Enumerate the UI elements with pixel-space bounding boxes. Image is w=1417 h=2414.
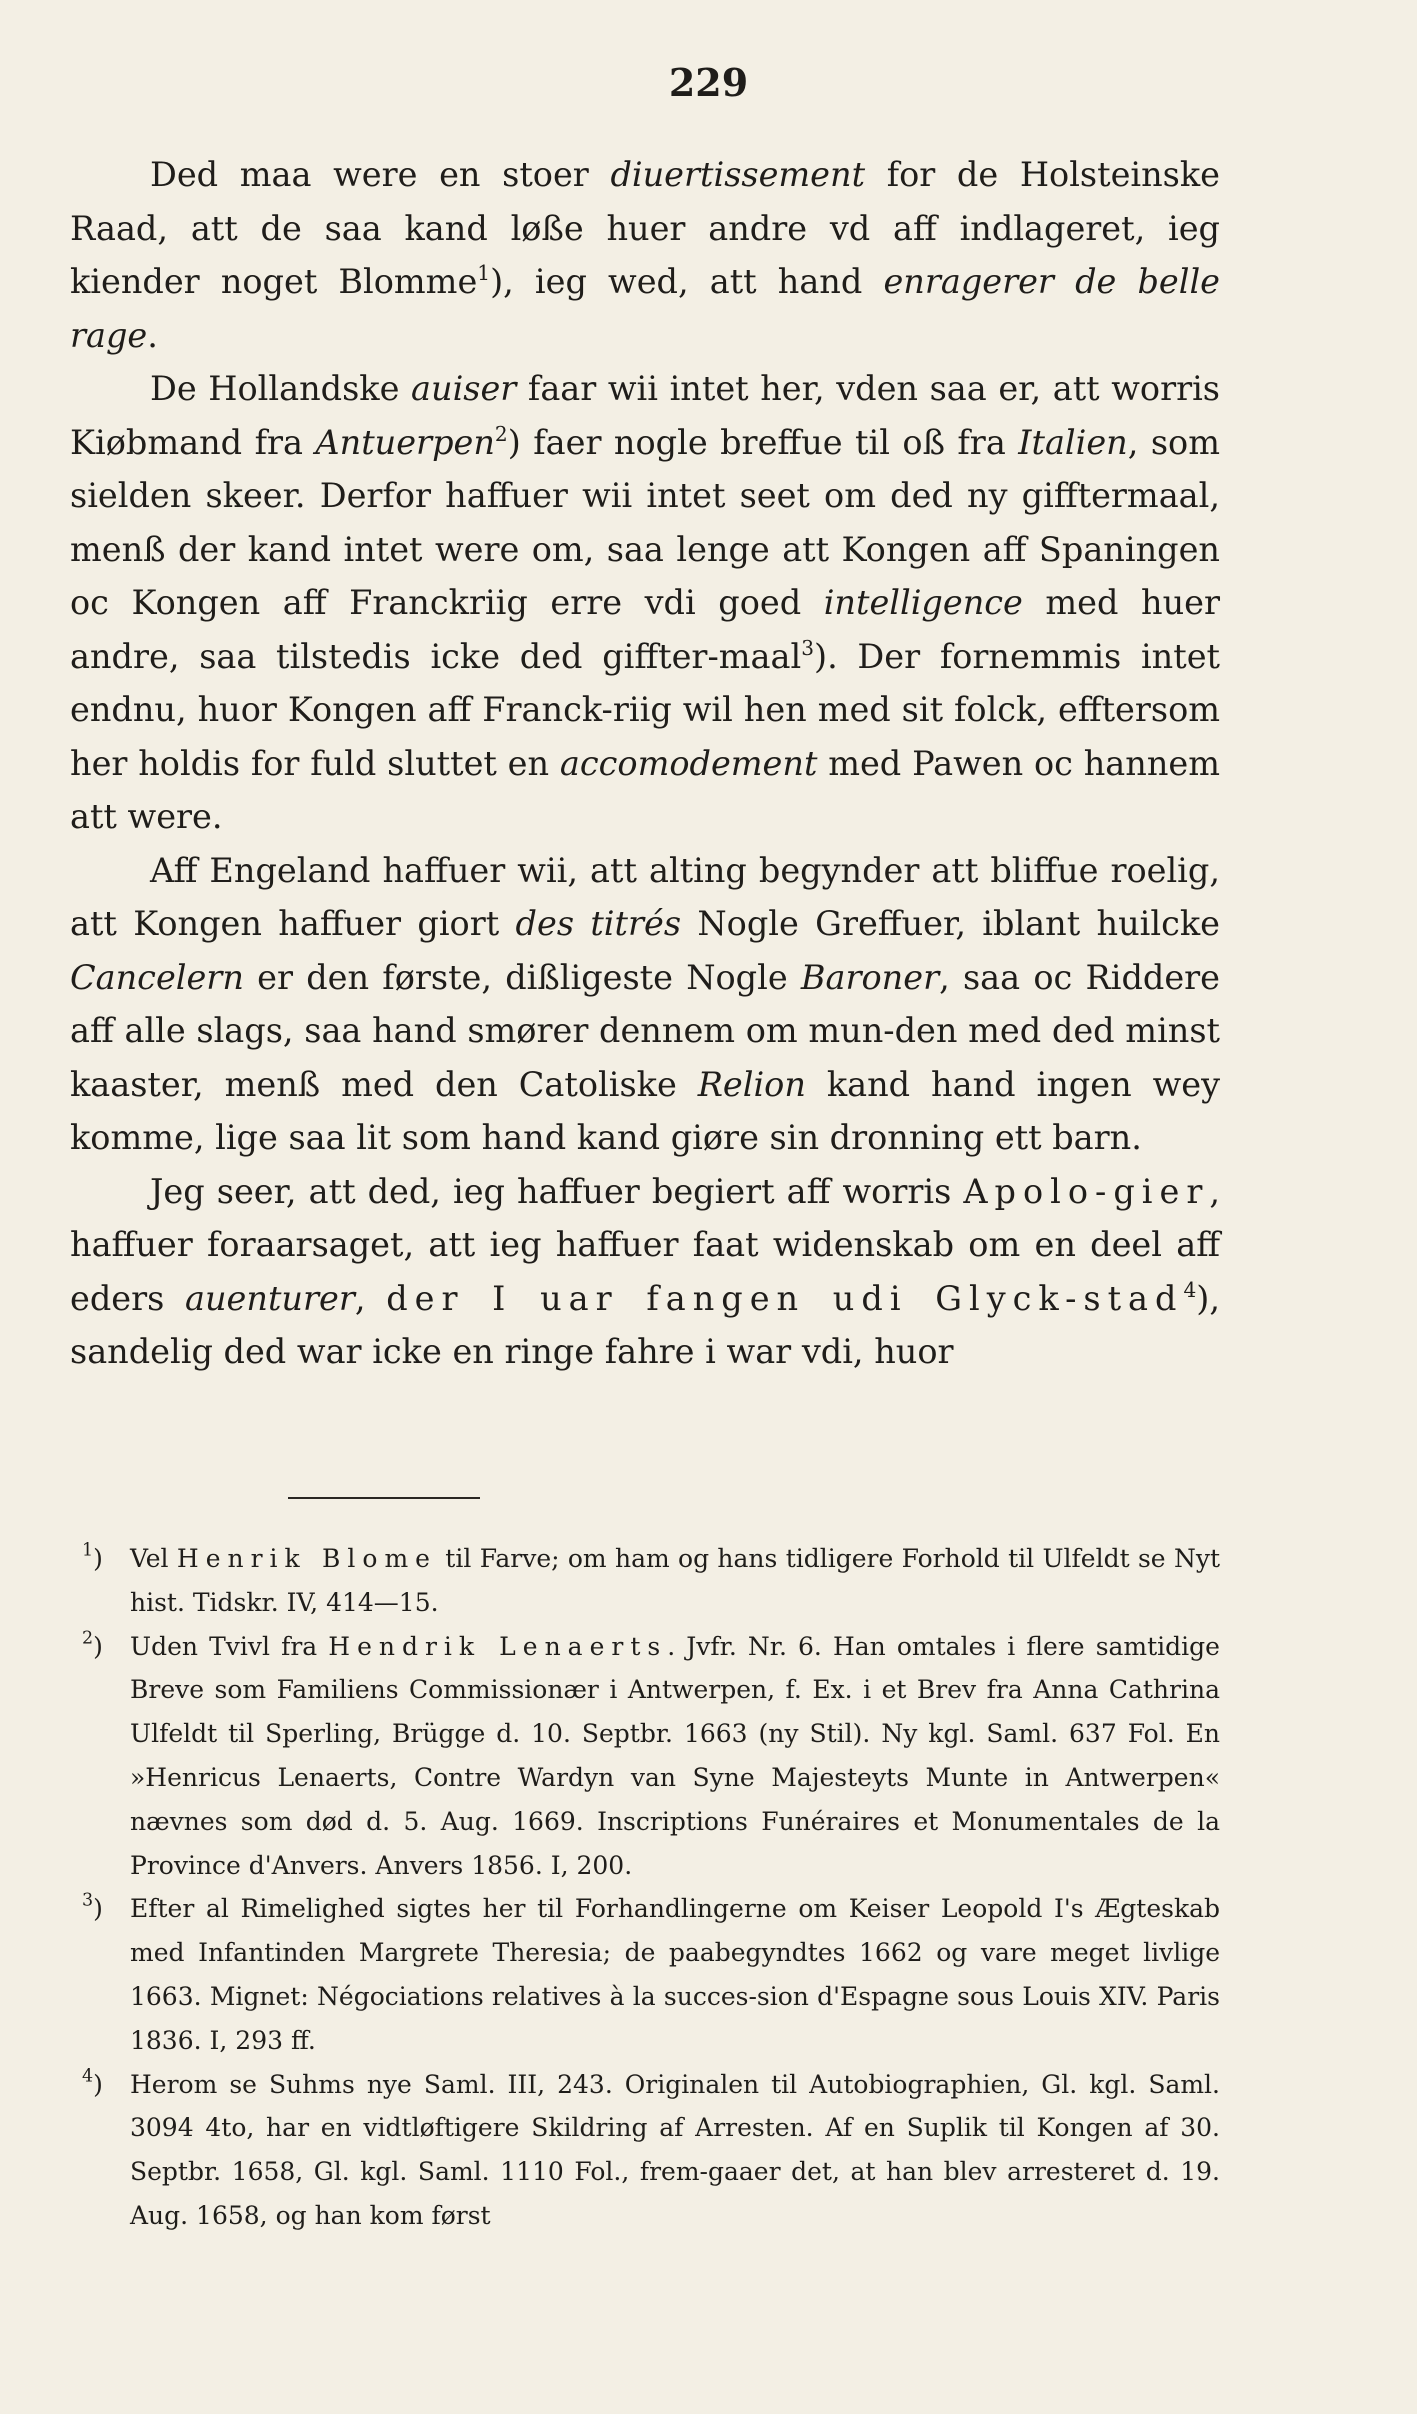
page-number: 229 [668,60,749,105]
italic-text: diuertissement [610,155,866,194]
text-segment: med huer andre, saa tilstedis icke ded giffter-maal [70,583,1220,676]
italic-text: auenturer [185,1278,355,1318]
footnote-number: 4 [82,2066,94,2087]
italic-text: accomodement [559,743,818,783]
footnote-reference: 1 [477,260,491,285]
text-segment: , haffuer foraarsaget, att ieg haffuer faat widenskab om en deel aff eders [70,1171,1220,1318]
text-segment: Ded maa were en stoer [150,155,611,194]
paragraph [70,148,1220,362]
spaced-text: Hendrik Lenaerts [328,1631,668,1661]
footnote [82,1537,1220,1625]
text-segment: til Farve; om ham og hans tidligere Forhold til Ulfeldt se Nyt hist. Tidskr. IV, 414—15. [130,1544,1220,1617]
italic-text: enragerer de belle rage [70,262,1220,355]
footnote-reference: 3 [801,635,814,660]
text-segment: , [354,1278,387,1318]
footnotes [82,1537,1220,2238]
italic-text: des titrés [515,904,682,943]
text-segment: Aff Engeland haffuer wii, att alting begynder att bliffue roelig, att Kongen haffuer giort [70,850,1220,943]
footnote-marker: $^3$) [82,1891,103,1924]
text-segment: Efter al Rimelighed sigtes her til Forhandlingerne om Keiser Leopold I's Ægteskab med Infantinden Margrete Theresia; de paabegyndtes 1662 og vare meget livlige 1663. Mignet: Négociations relatives à la succes-sion d'Espagne sous Louis XIV. Paris 1836. I, 293 ff. [130,1894,1220,2055]
text-segment: med Pawen oc hannem att were. [70,743,1220,836]
text-segment: Herom se Suhms nye Saml. III, 243. Originalen til Autobiographien, Gl. kgl. Saml. 3094 4to, har en vidtløftigere Skildring af Arresten. Af en Suplik til Kongen af 30. Septbr. 1658, Gl. kgl. Saml. 1110 Fol., frem-gaaer det, at han blev arresteret d. 19. Aug. 1658, og han kom først [130,2069,1220,2230]
text-segment: faar wii intet her, vden saa er, att worris Kiøbmand fra [70,369,1220,462]
spaced-text: der I uar fangen udi Glyck-stad [386,1278,1184,1318]
text-segment: ) faer nogle breffue til oß fra [507,422,1019,462]
footnote-reference: 2 [494,421,508,446]
paragraph [70,844,1220,1165]
text-segment: De Hollandske [150,369,412,408]
italic-text: Antuerpen [315,422,495,462]
footnote-divider [288,1497,480,1499]
text-segment: Vel [130,1544,177,1573]
paragraph [70,362,1220,844]
footnote-number: 2 [82,1628,94,1649]
text-segment: Uden Tvivl fra [130,1631,329,1661]
paragraph [70,1165,1220,1379]
footnote-marker: $^1$) [82,1540,103,1573]
footnote [82,1887,1220,2062]
text-segment: , saa oc Riddere aff alle slags, saa hand smører dennem om mun-den med ded minst kaaster, menß med den Catoliske [70,957,1220,1104]
italic-text: Relion [697,1064,806,1104]
text-segment: er den første, dißligeste Nogle [243,957,801,997]
main-text [70,148,1220,1379]
spaced-text: Henrik Blome [176,1544,437,1573]
footnote [82,1625,1220,1888]
italic-text: auiser [411,369,517,408]
italic-text: intelligence [823,583,1023,622]
text-segment: for de Holsteinske Raad, att de saa kand løße huer andre vd aff indlageret, ieg kiender noget Blomme [70,155,1221,301]
italic-text: Baroner [800,957,940,997]
text-segment: Jeg seer, att ded, ieg haffuer begiert aff worris [150,1171,964,1211]
footnote-number: 3 [82,1891,94,1911]
text-segment: Nogle Greffuer, iblant huilcke [681,904,1220,943]
spaced-text: Apolo-gier [963,1171,1210,1211]
text-segment: ), ieg wed, att hand [490,262,884,301]
footnote-number: 1 [82,1540,94,1561]
footnote [82,2063,1220,2238]
text-segment: ). Der fornemmis intet endnu, huor Kongen aff Franck-riig wil hen med sit folck, efftersom her holdis for fuld sluttet en [70,636,1220,783]
footnote-marker: $^2$) [82,1628,103,1661]
footnote-reference: 4 [1183,1277,1197,1302]
text-segment: kand hand ingen wey komme, lige saa lit som hand kand giøre sin dronning ett barn. [70,1064,1220,1157]
text-segment: . Jvfr. Nr. 6. Han omtales i flere samtidige Breve som Familiens Commissionær i Antwerpen, f. Ex. i et Brev fra Anna Cathrina Ulfeldt til Sperling, Brügge d. 10. Septbr. 1663 (ny Stil). Ny kgl. Saml. 637 Fol. En »Henricus Lenaerts, Contre Wardyn van Syne Majesteyts Munte in Antwerpen« nævnes som død d. 5. Aug. 1669. Inscriptions Funéraires et Monumentales de la Province d'Anvers. Anvers 1856. I, 200. [130,1631,1220,1880]
text-segment: . [147,315,158,355]
italic-text: Cancelern [70,957,244,997]
footnote-marker: $^4$) [82,2066,103,2099]
text-segment: , som sielden skeer. Derfor haffuer wii intet seet om ded ny gifftermaal, menß der kand intet were om, saa lenge att Kongen aff Spaningen oc Kongen aff Franckriig erre vdi goed [70,422,1220,622]
text-segment: ), sandelig ded war icke en ringe fahre i war vdi, huor [70,1278,1220,1371]
italic-text: Italien [1018,422,1128,462]
